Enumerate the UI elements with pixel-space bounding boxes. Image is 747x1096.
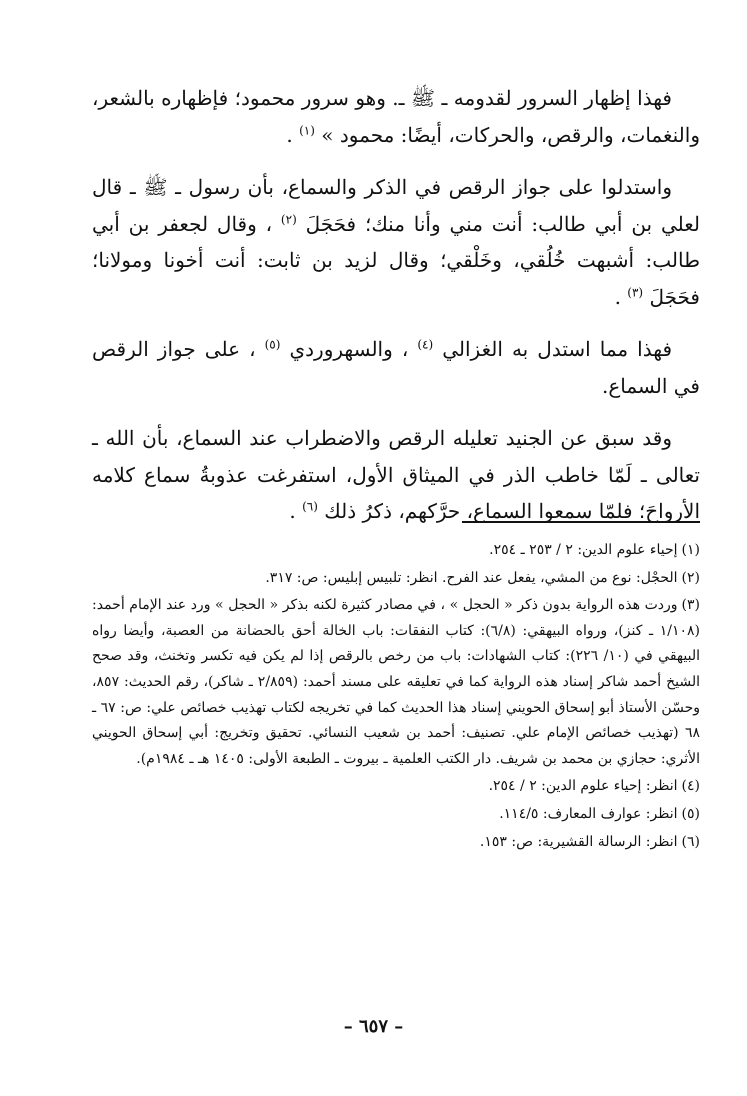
paragraph-1-end: .: [286, 122, 300, 147]
paragraph-3-text-a: فهذا مما استدل به الغزالي: [433, 337, 672, 361]
paragraph-2: [92, 169, 700, 315]
footnote-4: [92, 774, 700, 800]
paragraph-3: [92, 331, 700, 404]
footnote-text: وردت هذه الرواية بدون ذكر « الحجل » ، في مصادر كثيرة لكنه بذكر « الحجل » ورد عند الإمام أحمد: (١/١٠٨ ـ كنز)، ورواه البيهقي: (٦/٨): كتاب النفقات: باب الخالة أحق بالحضانة من العصبة، وأيضا رواه البيهقي في (١٠/ ٢٢٦): كتاب الشهادات: باب من رخص بالرقص إذا لم يكن فيه تكسر وتخنث، وقد صحح الشيخ أحمد شاكر إسناد هذه الرواية كما في تعليقه على مسند أحمد: (٢/٨٥٩ ـ شاكر)، رقم الحديث: ٨٥٧، وحسّن الأستاذ أبو إسحاق الحويني إسناد هذا الحديث كما في تخريجه لكتاب تهذيب خصائص علي: ص: ٦٧ ـ ٦٨ (تهذيب خصائص الإمام علي. تصنيف: أحمد بن شعيب النسائي. تحقيق وتخريج: أبي إسحاق الحويني الأثري: حجازي بن محمد بن شريف. دار الكتب العلمية ـ بيروت ـ الطبعة الأولى: ١٤٠٥ هـ ـ ١٩٨٤م).: [92, 597, 700, 767]
footnote-text: انظر: إحياء علوم الدين: ٢ / ٢٥٤.: [488, 778, 678, 795]
paragraph-4: [92, 420, 700, 530]
page-number: – ٦٥٧ –: [343, 1016, 404, 1037]
footnote-5: [92, 802, 700, 828]
paragraph-1: [92, 80, 700, 153]
footnote-1: [92, 538, 700, 564]
footnote-ref-1: (١): [299, 122, 315, 137]
paragraph-1-text: فهذا إظهار السرور لقدومه ـ ﷺ ـ. وهو سرور محمود؛ فإظهاره بالشعر، والنغمات، والرقص، والحركات، أيضًا: محمود »: [92, 86, 700, 147]
footnote-number: (٥): [681, 805, 700, 822]
footnote-text: إحياء علوم الدين: ٢ / ٢٥٣ ـ ٢٥٤.: [489, 542, 678, 558]
main-text: [92, 80, 700, 530]
footnote-number: (٤): [681, 778, 700, 795]
paragraph-4-end: .: [289, 499, 303, 523]
footnote-text: انظر: الرسالة القشيرية: ص: ١٥٣.: [479, 833, 678, 850]
paragraph-2-text-a: واستدلوا على جواز الرقص في الذكر والسماع، بأن رسول ـ ﷺ ـ قال لعلي بن أبي طالب: أنت مني وأنا منك؛ فحَجَلَ: [92, 175, 700, 236]
paragraph-2-text-b: ، وقال لجعفر بن أبي طالب: أشبهت خُلُقي، وخَلْقي؛ وقال لزيد بن ثابت: أنت أخونا ومولانا؛ فحَجَلَ: [92, 211, 700, 309]
footnote-ref-5: (٥): [264, 337, 281, 352]
footnote-number: (٣): [681, 597, 700, 614]
footnote-text: انظر: عوارف المعارف: ١١٤/٥.: [499, 805, 678, 822]
footnote-number: (٢): [681, 569, 700, 586]
footnote-ref-3: (٣): [627, 284, 644, 299]
paragraph-3-end: ، على جواز الرقص في السماع.: [92, 337, 700, 398]
paragraph-3-text-b: ، والسهروردي: [280, 337, 418, 361]
footnote-number: (٦): [681, 833, 700, 850]
footnote-separator: [462, 521, 700, 523]
paragraph-2-end: .: [614, 284, 628, 309]
footnote-6: [92, 830, 700, 856]
footnote-number: (١): [681, 542, 700, 558]
footnote-3: [92, 593, 700, 772]
footnote-ref-6: (٦): [302, 499, 318, 514]
footnotes: [92, 538, 700, 857]
footnote-ref-4: (٤): [417, 337, 434, 352]
paragraph-4-text: وقد سبق عن الجنيد تعليله الرقص والاضطراب عند السماع، بأن الله ـ تعالى ـ لَمّا خاطب الذر في الميثاق الأول، استفرغت عذوبةُ سماع كلامه الأرواحَ؛ فلمّا سمعوا السماع، حرَّكهم، ذكرُ ذلك: [92, 426, 700, 523]
footnote-text: الحجْل: نوع من المشي، يفعل عند الفرح. انظر: تلبيس إبليس: ص: ٣١٧.: [265, 569, 678, 586]
footnote-ref-2: (٢): [280, 211, 297, 226]
footnote-2: [92, 566, 700, 592]
